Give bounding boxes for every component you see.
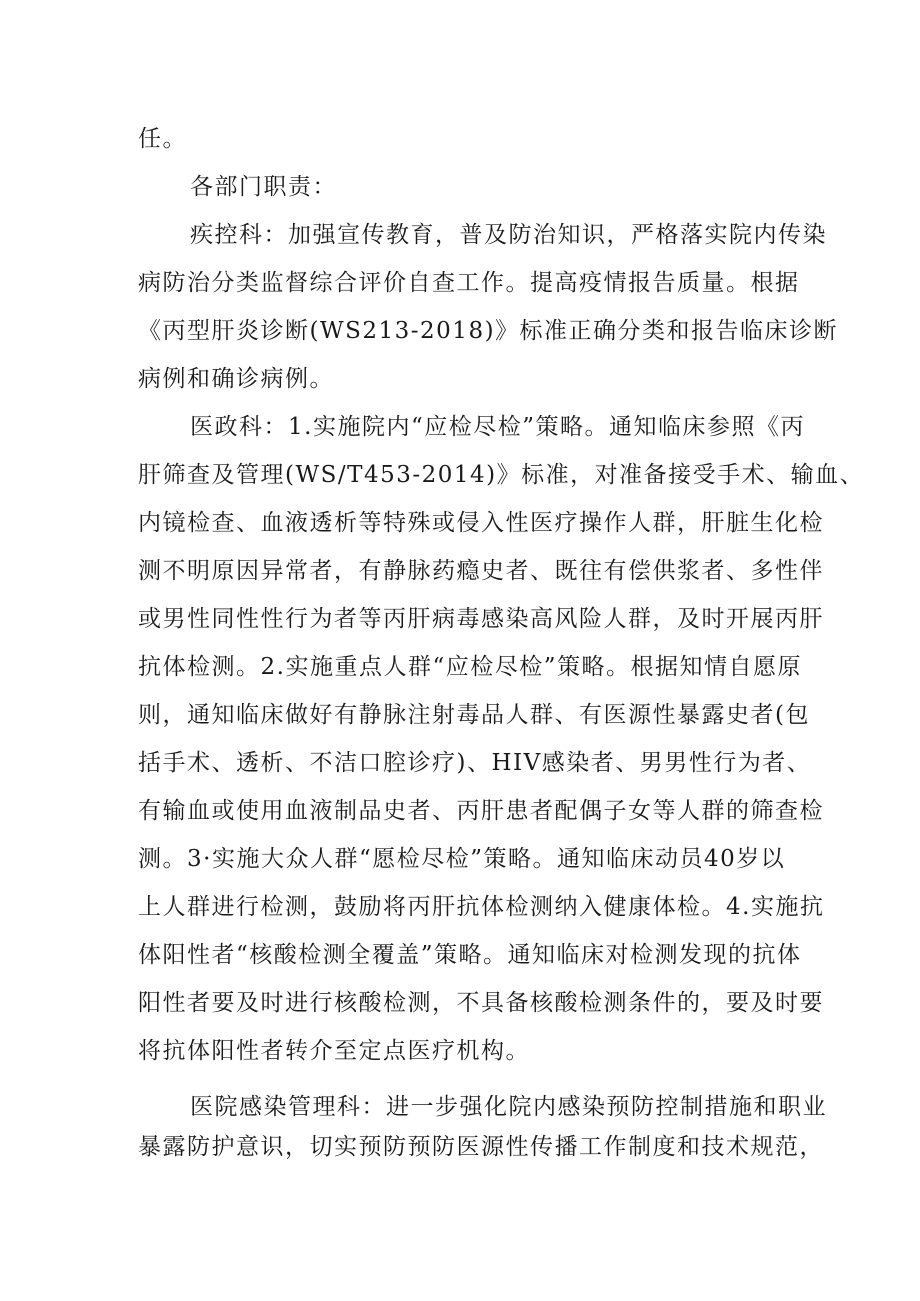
text-line: 暴露防护意识，切实预防预防医源性传播工作制度和技术规范，: [138, 1134, 824, 1160]
text-line: 体阳性者“核酸检测全覆盖”策略。通知临床对检测发现的抗体: [138, 942, 802, 968]
text-line: 则，通知临床做好有静脉注射毒品人群、有医源性暴露史者(包: [138, 702, 810, 728]
text-line: 疾控科：加强宣传教育，普及防治知识，严格落实院内传染: [190, 222, 827, 248]
text-line: 上人群进行检测，鼓励将丙肝抗体检测纳入健康体检。4.实施抗: [138, 894, 825, 920]
text-line: 《丙型肝炎诊断(WS213-2018)》标准正确分类和报告临床诊断: [138, 318, 839, 344]
section-heading: 各部门职责：: [190, 174, 337, 200]
text-line: 任。: [138, 126, 187, 152]
text-line: 病防治分类监督综合评价自查工作。提高疫情报告质量。根据: [138, 270, 800, 296]
text-line: 测。3·实施大众人群“愿检尽检”策略。通知临床动员40岁以: [138, 846, 786, 872]
text-line: 抗体检测。2.实施重点人群“应检尽检”策略。根据知情自愿原: [138, 654, 802, 680]
text-line: 括手术、透析、不洁口腔诊疗)、HIV感染者、男男性行为者、: [138, 750, 812, 776]
text-line: 医院感染管理科：进一步强化院内感染预防控制措施和职业: [190, 1094, 827, 1120]
text-line: 阳性者要及时进行核酸检测，不具备核酸检测条件的，要及时要: [138, 990, 824, 1016]
text-line: 或男性同性性行为者等丙肝病毒感染高风险人群，及时开展丙肝: [138, 606, 824, 632]
text-line: 肝筛查及管理(WS/T453-2014)》标准，对准备接受手术、输血、: [138, 462, 865, 488]
text-line: 病例和确诊病例。: [138, 366, 334, 392]
text-line: 测不明原因异常者，有静脉药瘾史者、既往有偿供浆者、多性伴: [138, 558, 824, 584]
text-line: 有输血或使用血液制品史者、丙肝患者配偶子女等人群的筛查检: [138, 798, 824, 824]
text-line: 医政科：1.实施院内“应检尽检”策略。通知临床参照《丙: [190, 414, 805, 440]
text-line: 将抗体阳性者转介至定点医疗机构。: [138, 1038, 530, 1064]
text-line: 内镜检查、血液透析等特殊或侵入性医疗操作人群，肝脏生化检: [138, 510, 824, 536]
